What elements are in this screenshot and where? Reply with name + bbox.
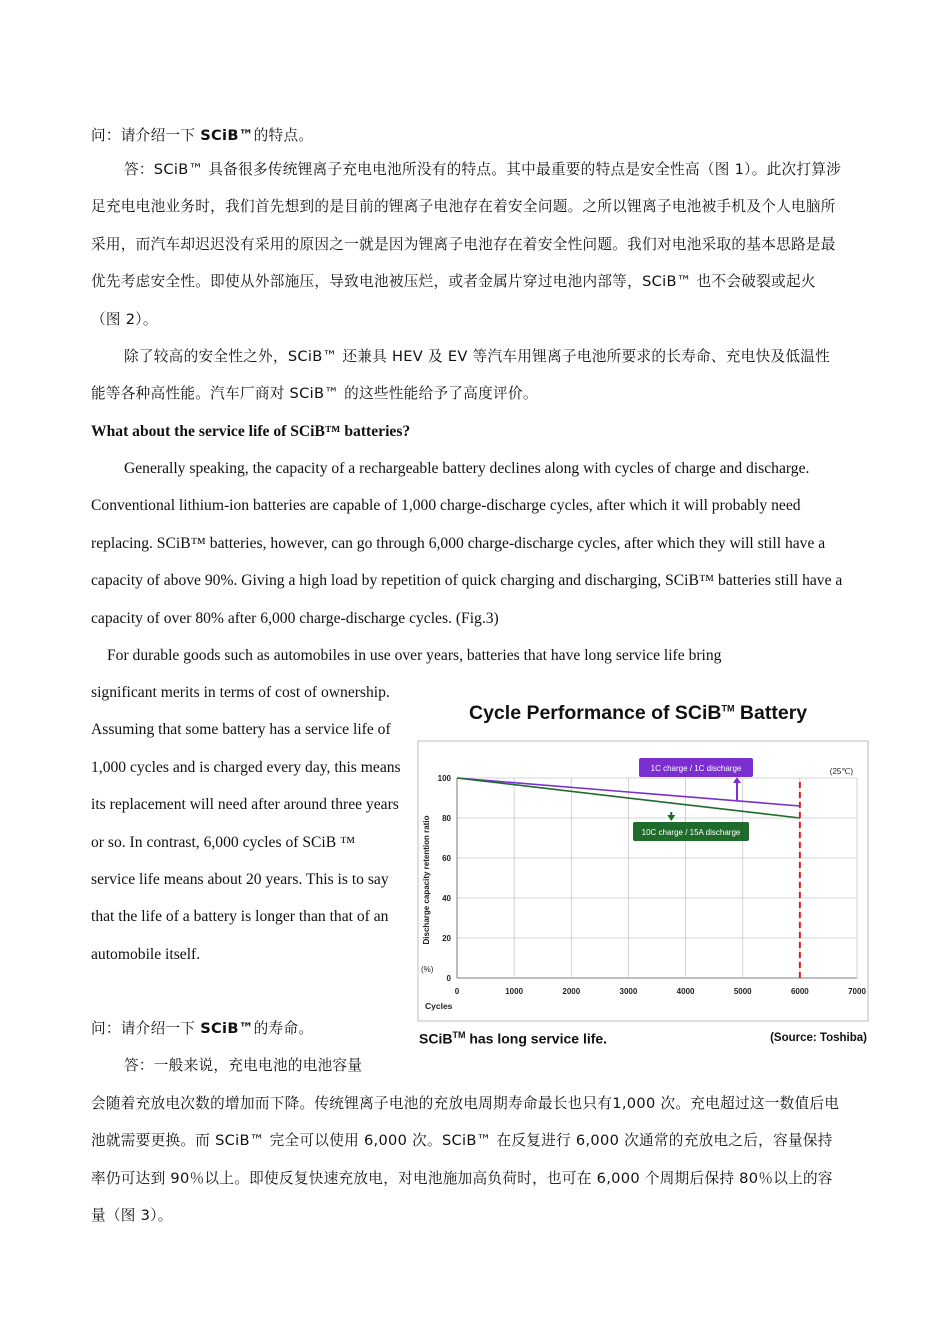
x-tick-label: 6000 bbox=[790, 987, 809, 996]
legend-label-1c: 1C charge / 1C discharge bbox=[650, 764, 742, 773]
english-paragraph-2-first-line: For durable goods such as automobiles in use over years, batteries that have long service life bring bbox=[107, 647, 722, 664]
figure-title-end: Battery bbox=[734, 702, 808, 724]
x-tick-label: 4000 bbox=[676, 987, 695, 996]
figure-title-main: Cycle Performance of SCiB bbox=[469, 702, 722, 724]
x-tick-label: 7000 bbox=[848, 987, 866, 996]
y-tick-label: 100 bbox=[437, 774, 451, 783]
x-tick-label: 3000 bbox=[619, 987, 638, 996]
x-tick-label: 1000 bbox=[505, 987, 524, 996]
x-axis-label: Cycles bbox=[425, 1001, 453, 1011]
figure-caption-tm: TM bbox=[452, 1030, 466, 1040]
answer-2-first-line: 答：一般来说，充电电池的电池容量 bbox=[124, 1057, 363, 1074]
x-tick-label: 5000 bbox=[733, 987, 752, 996]
y-unit-label: (%) bbox=[421, 965, 434, 974]
y-tick-label: 80 bbox=[442, 814, 451, 823]
figure-caption bbox=[419, 1030, 607, 1047]
x-tick-label: 0 bbox=[454, 987, 460, 996]
y-tick-label: 60 bbox=[442, 854, 451, 863]
cycle-performance-figure bbox=[417, 698, 869, 1050]
y-tick-label: 0 bbox=[446, 974, 451, 983]
english-paragraph-1: Generally speaking, the capacity of a rechargeable battery declines along with cycles of charge and discharge. Conventional lithium-ion batteries are capable of 1,000 charge-discharge cycles, after which it will probably need replacing. SCiB™ batteries, however, can go through 6,000 charge-discharge cycles, after which they will still have a capacity of above 90%. Giving a high load by repetition of quick charging and discharging, SCiB™ batteries still have a capacity of over 80% after 6,000 charge-discharge cycles. (Fig.3) bbox=[91, 460, 843, 627]
question-1-brand: SCiB™ bbox=[200, 127, 254, 144]
legend-label-10c: 10C charge / 15A discharge bbox=[641, 828, 741, 837]
question-1-prefix: 问：请介绍一下 bbox=[91, 127, 201, 144]
answer-1-paragraph-1: 答：SCiB™ 具备很多传统锂离子充电电池所没有的特点。其中最重要的特点是安全性高（图 1）。此次打算涉足充电电池业务时，我们首先想到的是目前的锂离子电池存在着安全问题。之所以锂离子电池被手机及个人电脑所采用，而汽车却迟迟没有采用的原因之一就是因为锂离子电池存在着安全性问题。我们对电池采取的基本思路是最优先考虑安全性。即使从外部施压，导致电池被压烂，或者金属片穿过电池内部等，SCiB™ 也不会破裂或起火（图 2）。 bbox=[91, 161, 842, 328]
question-2-suffix: 的寿命。 bbox=[253, 1020, 314, 1037]
x-tick-label: 2000 bbox=[562, 987, 581, 996]
y-tick-label: 20 bbox=[442, 934, 451, 943]
cycle-chart bbox=[417, 740, 869, 1022]
y-axis-label: Discharge capacity retention ratio bbox=[422, 815, 431, 945]
figure-title bbox=[469, 702, 807, 725]
english-paragraph-2-rest: significant merits in terms of cost of ownership. Assuming that some battery has a service life of 1,000 cycles and is charged every day, this means its replacement will need after around three years or so. In contrast, 6,000 cycles of SCiB ™ service life means about 20 years. This is to say that the life of a battery is longer than that of an automobile itself. bbox=[91, 684, 401, 963]
figure-source: (Source: Toshiba) bbox=[770, 1032, 867, 1044]
answer-2-rest: 会随着充放电次数的增加而下降。传统锂离子电池的充放电周期寿命最长也只有1,000 次。充电超过这一数值后电池就需要更换。而 SCiB™ 完全可以使用 6,000 次。SCiB™ 在反复进行 6,000 次通常的充放电之后，容量保持率仍可达到 90％以上。即使反复快速充放电，对电池施加高负荷时，也可在 6,000 个周期后保持 80％以上的容量（图 3）。 bbox=[91, 1095, 840, 1225]
answer-1-paragraph-2: 除了较高的安全性之外，SCiB™ 还兼具 HEV 及 EV 等汽车用锂离子电池所要求的长寿命、充电快及低温性能等各种高性能。汽车厂商对 SCiB™ 的这些性能给予了高度评价。 bbox=[91, 348, 831, 403]
question-1-suffix: 的特点。 bbox=[253, 127, 314, 144]
y-tick-label: 40 bbox=[442, 894, 451, 903]
figure-caption-end: has long service life. bbox=[465, 1030, 608, 1047]
english-heading: What about the service life of SCiB™ batteries? bbox=[91, 423, 411, 440]
question-2-prefix: 问：请介绍一下 bbox=[91, 1020, 201, 1037]
question-2-brand: SCiB™ bbox=[200, 1020, 254, 1037]
question-1 bbox=[91, 117, 843, 154]
temperature-label: (25℃) bbox=[829, 767, 853, 776]
figure-title-tm: TM bbox=[721, 703, 735, 714]
figure-caption-main: SCiB bbox=[419, 1030, 453, 1047]
